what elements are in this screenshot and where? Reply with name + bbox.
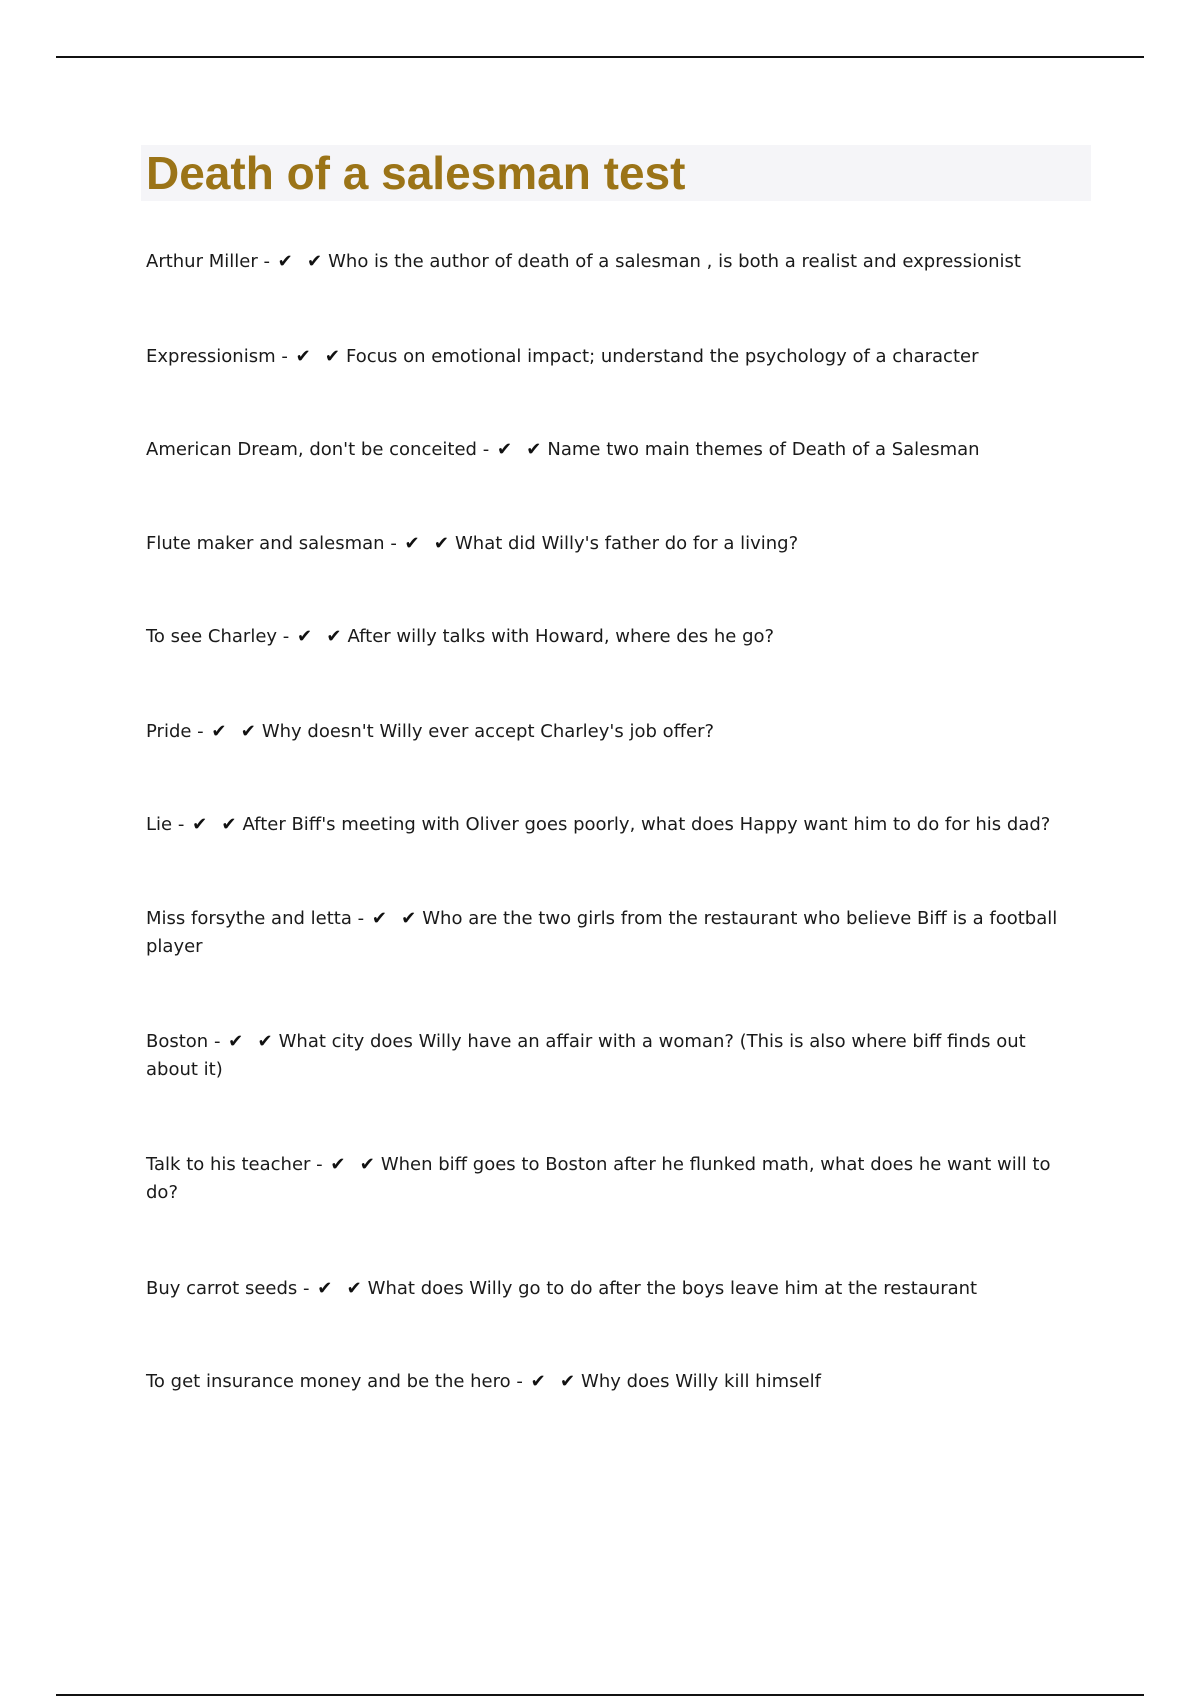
checkmark-icon: ✔ ✔ bbox=[317, 1278, 366, 1299]
answer-text: Expressionism bbox=[146, 346, 276, 367]
bottom-rule bbox=[56, 1694, 1144, 1696]
list-item bbox=[146, 1368, 1076, 1396]
checkmark-icon: ✔ ✔ bbox=[530, 1371, 580, 1392]
separator: - bbox=[191, 721, 210, 742]
checkmark-icon: ✔ ✔ bbox=[228, 1031, 277, 1052]
question-text: Who are the two girls from the restaurant who believe Biff is a football player bbox=[146, 908, 1058, 957]
separator: - bbox=[257, 251, 276, 272]
answer-text: Boston bbox=[146, 1031, 209, 1052]
question-text: When biff goes to Boston after he flunked math, what does he want will to do? bbox=[146, 1154, 1051, 1203]
question-text: Why doesn't Willy ever accept Charley's job offer? bbox=[261, 721, 715, 742]
checkmark-icon: ✔ ✔ bbox=[192, 814, 241, 835]
question-text: Name two main themes of Death of a Salesman bbox=[547, 439, 980, 460]
answer-text: To see Charley bbox=[146, 626, 278, 647]
list-item bbox=[146, 811, 1076, 839]
answer-text: Miss forsythe and letta bbox=[146, 908, 352, 929]
checkmark-icon: ✔ ✔ bbox=[330, 1154, 379, 1175]
separator: - bbox=[476, 439, 495, 460]
answer-text: Pride bbox=[146, 721, 192, 742]
separator: - bbox=[275, 346, 294, 367]
question-text: After Biff's meeting with Oliver goes poorly, what does Happy want him to do for his dad? bbox=[242, 814, 1051, 835]
question-text: What does Willy go to do after the boys leave him at the restaurant bbox=[367, 1278, 978, 1299]
separator: - bbox=[351, 908, 370, 929]
question-text: Who is the author of death of a salesman , is both a realist and expressionist bbox=[328, 251, 1021, 272]
checkmark-icon: ✔ ✔ bbox=[295, 346, 345, 367]
answer-text: American Dream, don't be conceited bbox=[146, 439, 477, 460]
list-item bbox=[146, 248, 1076, 276]
separator: - bbox=[384, 533, 403, 554]
question-text: What did Willy's father do for a living? bbox=[454, 533, 799, 554]
answer-text: Arthur Miller bbox=[146, 251, 258, 272]
list-item bbox=[146, 343, 1076, 371]
answer-text: Flute maker and salesman bbox=[146, 533, 385, 554]
checkmark-icon: ✔ ✔ bbox=[496, 439, 546, 460]
checkmark-icon: ✔ ✔ bbox=[297, 626, 346, 647]
list-item bbox=[146, 1275, 1076, 1303]
separator: - bbox=[277, 626, 296, 647]
separator: - bbox=[297, 1278, 316, 1299]
list-item bbox=[146, 1151, 1076, 1207]
answer-text: To get insurance money and be the hero bbox=[146, 1371, 511, 1392]
checkmark-icon: ✔ ✔ bbox=[371, 908, 421, 929]
answer-text: Lie bbox=[146, 814, 173, 835]
list-item bbox=[146, 623, 1076, 651]
answer-text: Buy carrot seeds bbox=[146, 1278, 298, 1299]
separator: - bbox=[310, 1154, 329, 1175]
question-text: Why does Willy kill himself bbox=[581, 1371, 821, 1392]
list-item bbox=[146, 1028, 1076, 1084]
answer-text: Talk to his teacher bbox=[146, 1154, 311, 1175]
checkmark-icon: ✔ ✔ bbox=[277, 251, 327, 272]
list-item bbox=[146, 530, 1076, 558]
checkmark-icon: ✔ ✔ bbox=[211, 721, 260, 742]
separator: - bbox=[208, 1031, 227, 1052]
question-text: What city does Willy have an affair with a woman? (This is also where biff finds out about it) bbox=[146, 1031, 1026, 1080]
question-text: Focus on emotional impact; understand the psychology of a character bbox=[346, 346, 979, 367]
list-item bbox=[146, 905, 1076, 961]
top-rule bbox=[56, 56, 1144, 58]
list-item bbox=[146, 436, 1076, 464]
separator: - bbox=[172, 814, 191, 835]
page-title: Death of a salesman test bbox=[146, 147, 686, 199]
separator: - bbox=[510, 1371, 529, 1392]
question-text: After willy talks with Howard, where des he go? bbox=[347, 626, 775, 647]
checkmark-icon: ✔ ✔ bbox=[404, 533, 453, 554]
list-item bbox=[146, 718, 1076, 746]
